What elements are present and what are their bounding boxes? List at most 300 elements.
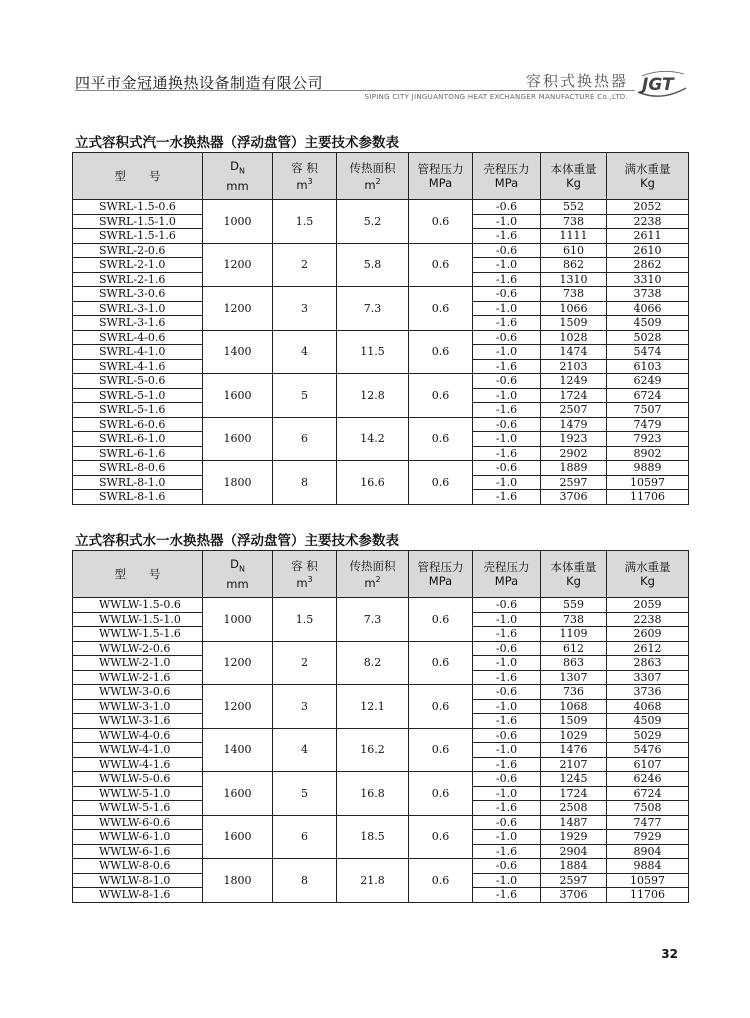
full-weight-cell: 2238	[607, 214, 689, 229]
model-cell: SWRL-3-0.6	[73, 287, 203, 302]
table-row	[73, 772, 689, 787]
model-cell: WWLW-5-0.6	[73, 772, 203, 787]
col-body-weight-label: 本体重量	[550, 162, 597, 176]
full-weight-cell: 2610	[607, 243, 689, 258]
shell-pressure-cell: -1.0	[473, 345, 541, 360]
shell-pressure-cell: -1.0	[473, 873, 541, 888]
volume-cell: 8	[273, 461, 337, 505]
full-weight-cell: 6103	[607, 359, 689, 374]
col-area-unit: m	[364, 177, 376, 192]
full-weight-cell: 2609	[607, 627, 689, 642]
body-weight-cell: 1066	[541, 301, 607, 316]
full-weight-cell: 2059	[607, 598, 689, 613]
area-cell: 11.5	[337, 330, 409, 374]
model-cell: SWRL-4-0.6	[73, 330, 203, 345]
full-weight-cell: 2238	[607, 612, 689, 627]
model-cell: SWRL-5-1.0	[73, 388, 203, 403]
shell-pressure-cell: -0.6	[473, 461, 541, 476]
shell-pressure-cell: -1.6	[473, 670, 541, 685]
volume-cell: 1.5	[273, 598, 337, 642]
full-weight-cell: 7479	[607, 417, 689, 432]
shell-pressure-cell: -0.6	[473, 728, 541, 743]
table-row	[73, 859, 689, 874]
model-cell: SWRL-1.5-0.6	[73, 200, 203, 215]
company-logo	[632, 68, 690, 100]
dn-cell: 1000	[203, 200, 273, 244]
body-weight-cell: 1923	[541, 432, 607, 447]
area-cell: 16.2	[337, 728, 409, 772]
body-weight-cell: 1245	[541, 772, 607, 787]
model-cell: SWRL-6-1.0	[73, 432, 203, 447]
table-row	[73, 243, 689, 258]
shell-pressure-cell: -0.6	[473, 772, 541, 787]
body-weight-cell: 1029	[541, 728, 607, 743]
col-tube-pressure-label: 管程压力	[417, 162, 464, 176]
body-weight-cell: 1724	[541, 388, 607, 403]
table1	[72, 152, 689, 505]
dn-cell: 1600	[203, 815, 273, 859]
model-cell: SWRL-2-1.0	[73, 258, 203, 273]
shell-pressure-cell: -0.6	[473, 417, 541, 432]
model-cell: WWLW-2-0.6	[73, 641, 203, 656]
full-weight-cell: 8902	[607, 446, 689, 461]
body-weight-cell: 1474	[541, 345, 607, 360]
shell-pressure-cell: -0.6	[473, 200, 541, 215]
body-weight-cell: 1509	[541, 316, 607, 331]
full-weight-cell: 7507	[607, 403, 689, 418]
body-weight-cell: 1028	[541, 330, 607, 345]
table-row	[73, 461, 689, 476]
area-cell: 14.2	[337, 417, 409, 461]
table-row	[73, 641, 689, 656]
full-weight-cell: 11706	[607, 490, 689, 505]
full-weight-cell: 4509	[607, 714, 689, 729]
volume-cell: 6	[273, 417, 337, 461]
dn-cell: 1200	[203, 243, 273, 287]
body-weight-cell: 610	[541, 243, 607, 258]
body-weight-cell: 612	[541, 641, 607, 656]
col-shell-pressure	[473, 551, 541, 598]
col-body-weight-label: 本体重量	[550, 560, 597, 574]
tube-pressure-cell: 0.6	[409, 859, 473, 903]
model-cell: WWLW-8-1.0	[73, 873, 203, 888]
volume-cell: 6	[273, 815, 337, 859]
body-weight-cell: 3706	[541, 490, 607, 505]
shell-pressure-cell: -1.0	[473, 699, 541, 714]
shell-pressure-cell: -1.0	[473, 786, 541, 801]
model-cell: WWLW-4-0.6	[73, 728, 203, 743]
body-weight-cell: 2597	[541, 873, 607, 888]
tube-pressure-cell: 0.6	[409, 287, 473, 331]
area-cell: 7.3	[337, 598, 409, 642]
col-model-label: 型 号	[114, 169, 161, 183]
full-weight-cell: 7508	[607, 801, 689, 816]
table-row	[73, 598, 689, 613]
full-weight-cell: 6246	[607, 772, 689, 787]
col-area-unit: m	[364, 575, 376, 590]
company-english-name: SIPING CITY JINGUANTONG HEAT EXCHANGER MANUFACTURE Co.,LTD.	[364, 93, 628, 101]
shell-pressure-cell: -1.6	[473, 757, 541, 772]
col-shell-pressure	[473, 153, 541, 200]
full-weight-cell: 6724	[607, 786, 689, 801]
shell-pressure-cell: -1.0	[473, 258, 541, 273]
full-weight-cell: 2862	[607, 258, 689, 273]
page-header	[75, 66, 690, 106]
col-volume-unit: m	[296, 177, 308, 192]
product-category: 容积式换热器	[525, 72, 628, 90]
col-shell-pressure-unit: MPa	[494, 176, 519, 190]
col-full-weight-label: 满水重量	[624, 560, 671, 574]
model-cell: WWLW-1.5-1.6	[73, 627, 203, 642]
col-volume-unit: m	[296, 575, 308, 590]
shell-pressure-cell: -0.6	[473, 374, 541, 389]
full-weight-cell: 3307	[607, 670, 689, 685]
full-weight-cell: 7929	[607, 830, 689, 845]
full-weight-cell: 2052	[607, 200, 689, 215]
body-weight-cell: 1068	[541, 699, 607, 714]
tube-pressure-cell: 0.6	[409, 374, 473, 418]
tube-pressure-cell: 0.6	[409, 598, 473, 642]
model-cell: WWLW-5-1.6	[73, 801, 203, 816]
model-cell: SWRL-8-0.6	[73, 461, 203, 476]
col-area	[337, 153, 409, 200]
full-weight-cell: 9889	[607, 461, 689, 476]
table2	[72, 550, 689, 903]
shell-pressure-cell: -1.6	[473, 359, 541, 374]
shell-pressure-cell: -1.6	[473, 229, 541, 244]
body-weight-cell: 1249	[541, 374, 607, 389]
table-row	[73, 374, 689, 389]
col-volume	[273, 153, 337, 200]
logo-text: JGT	[642, 75, 674, 95]
shell-pressure-cell: -1.6	[473, 272, 541, 287]
model-cell: WWLW-1.5-0.6	[73, 598, 203, 613]
full-weight-cell: 7477	[607, 815, 689, 830]
model-cell: SWRL-1.5-1.0	[73, 214, 203, 229]
body-weight-cell: 738	[541, 287, 607, 302]
tube-pressure-cell: 0.6	[409, 243, 473, 287]
col-tube-pressure	[409, 551, 473, 598]
col-area-label: 传热面积	[349, 558, 396, 573]
volume-cell: 5	[273, 772, 337, 816]
dn-cell: 1600	[203, 772, 273, 816]
shell-pressure-cell: -1.6	[473, 446, 541, 461]
shell-pressure-cell: -0.6	[473, 641, 541, 656]
table-row	[73, 815, 689, 830]
col-dn-unit: mm	[226, 178, 249, 193]
body-weight-cell: 2902	[541, 446, 607, 461]
col-model-label: 型 号	[114, 567, 161, 581]
col-shell-pressure-label: 壳程压力	[483, 560, 530, 574]
model-cell: WWLW-8-1.6	[73, 888, 203, 903]
full-weight-cell: 5028	[607, 330, 689, 345]
col-area	[337, 551, 409, 598]
volume-cell: 8	[273, 859, 337, 903]
full-weight-cell: 2611	[607, 229, 689, 244]
body-weight-cell: 862	[541, 258, 607, 273]
full-weight-cell: 8904	[607, 844, 689, 859]
volume-cell: 4	[273, 330, 337, 374]
full-weight-cell: 11706	[607, 888, 689, 903]
col-shell-pressure-label: 壳程压力	[483, 162, 530, 176]
col-body-weight	[541, 551, 607, 598]
col-area-sup: 2	[375, 574, 381, 584]
full-weight-cell: 6107	[607, 757, 689, 772]
model-cell: WWLW-1.5-1.0	[73, 612, 203, 627]
model-cell: WWLW-2-1.6	[73, 670, 203, 685]
body-weight-cell: 2107	[541, 757, 607, 772]
body-weight-cell: 552	[541, 200, 607, 215]
volume-cell: 1.5	[273, 200, 337, 244]
shell-pressure-cell: -1.6	[473, 490, 541, 505]
area-cell: 5.2	[337, 200, 409, 244]
model-cell: SWRL-3-1.6	[73, 316, 203, 331]
body-weight-cell: 2103	[541, 359, 607, 374]
shell-pressure-cell: -0.6	[473, 243, 541, 258]
model-cell: WWLW-4-1.6	[73, 757, 203, 772]
shell-pressure-cell: -1.6	[473, 844, 541, 859]
model-cell: SWRL-5-0.6	[73, 374, 203, 389]
table1-title: 立式容积式汽一水换热器（浮动盘管）主要技术参数表	[75, 135, 399, 151]
company-name: 四平市金冠通换热设备制造有限公司	[75, 74, 324, 92]
body-weight-cell: 3706	[541, 888, 607, 903]
full-weight-cell: 2612	[607, 641, 689, 656]
body-weight-cell: 1487	[541, 815, 607, 830]
body-weight-cell: 1476	[541, 743, 607, 758]
shell-pressure-cell: -1.6	[473, 403, 541, 418]
model-cell: SWRL-5-1.6	[73, 403, 203, 418]
shell-pressure-cell: -0.6	[473, 287, 541, 302]
tube-pressure-cell: 0.6	[409, 641, 473, 685]
area-cell: 5.8	[337, 243, 409, 287]
body-weight-cell: 1884	[541, 859, 607, 874]
volume-cell: 5	[273, 374, 337, 418]
col-body-weight-unit: Kg	[566, 574, 581, 588]
tube-pressure-cell: 0.6	[409, 815, 473, 859]
full-weight-cell: 6249	[607, 374, 689, 389]
model-cell: WWLW-6-0.6	[73, 815, 203, 830]
shell-pressure-cell: -1.0	[473, 612, 541, 627]
body-weight-cell: 736	[541, 685, 607, 700]
full-weight-cell: 10597	[607, 475, 689, 490]
col-tube-pressure-unit: MPa	[428, 574, 453, 588]
col-volume	[273, 551, 337, 598]
col-volume-label: 容 积	[291, 160, 318, 175]
shell-pressure-cell: -0.6	[473, 685, 541, 700]
col-tube-pressure	[409, 153, 473, 200]
full-weight-cell: 6724	[607, 388, 689, 403]
table-row	[73, 287, 689, 302]
col-shell-pressure-unit: MPa	[494, 574, 519, 588]
dn-cell: 1200	[203, 641, 273, 685]
model-cell: SWRL-6-0.6	[73, 417, 203, 432]
tube-pressure-cell: 0.6	[409, 685, 473, 729]
area-cell: 7.3	[337, 287, 409, 331]
col-dn-unit: mm	[226, 576, 249, 591]
body-weight-cell: 1889	[541, 461, 607, 476]
col-tube-pressure-unit: MPa	[428, 176, 453, 190]
model-cell: WWLW-5-1.0	[73, 786, 203, 801]
tube-pressure-cell: 0.6	[409, 330, 473, 374]
col-body-weight-unit: Kg	[566, 176, 581, 190]
shell-pressure-cell: -1.0	[473, 214, 541, 229]
volume-cell: 2	[273, 243, 337, 287]
dn-cell: 1400	[203, 728, 273, 772]
full-weight-cell: 5029	[607, 728, 689, 743]
area-cell: 16.6	[337, 461, 409, 505]
col-full-weight-unit: Kg	[640, 574, 655, 588]
shell-pressure-cell: -1.0	[473, 301, 541, 316]
body-weight-cell: 2597	[541, 475, 607, 490]
col-tube-pressure-label: 管程压力	[417, 560, 464, 574]
area-cell: 16.8	[337, 772, 409, 816]
full-weight-cell: 3736	[607, 685, 689, 700]
area-cell: 18.5	[337, 815, 409, 859]
area-cell: 8.2	[337, 641, 409, 685]
model-cell: SWRL-6-1.6	[73, 446, 203, 461]
tube-pressure-cell: 0.6	[409, 461, 473, 505]
shell-pressure-cell: -1.6	[473, 316, 541, 331]
col-dn	[203, 551, 273, 598]
shell-pressure-cell: -1.6	[473, 627, 541, 642]
col-full-weight-label: 满水重量	[624, 162, 671, 176]
col-dn-label: D	[230, 159, 239, 174]
model-cell: SWRL-1.5-1.6	[73, 229, 203, 244]
tube-pressure-cell: 0.6	[409, 728, 473, 772]
col-volume-label: 容 积	[291, 558, 318, 573]
area-cell: 12.1	[337, 685, 409, 729]
model-cell: SWRL-4-1.6	[73, 359, 203, 374]
full-weight-cell: 5476	[607, 743, 689, 758]
full-weight-cell: 9884	[607, 859, 689, 874]
full-weight-cell: 3310	[607, 272, 689, 287]
header-row	[73, 551, 689, 598]
shell-pressure-cell: -1.0	[473, 475, 541, 490]
model-cell: WWLW-8-0.6	[73, 859, 203, 874]
volume-cell: 2	[273, 641, 337, 685]
shell-pressure-cell: -1.0	[473, 432, 541, 447]
dn-cell: 1800	[203, 859, 273, 903]
body-weight-cell: 1310	[541, 272, 607, 287]
body-weight-cell: 1929	[541, 830, 607, 845]
col-dn-label: D	[230, 557, 239, 572]
shell-pressure-cell: -1.6	[473, 714, 541, 729]
col-dn-sub: N	[238, 564, 245, 574]
col-volume-sup: 3	[307, 574, 313, 584]
model-cell: WWLW-6-1.0	[73, 830, 203, 845]
body-weight-cell: 738	[541, 214, 607, 229]
shell-pressure-cell: -0.6	[473, 859, 541, 874]
dn-cell: 1200	[203, 287, 273, 331]
table-row	[73, 685, 689, 700]
shell-pressure-cell: -1.0	[473, 656, 541, 671]
body-weight-cell: 2904	[541, 844, 607, 859]
shell-pressure-cell: -1.0	[473, 388, 541, 403]
area-cell: 21.8	[337, 859, 409, 903]
volume-cell: 4	[273, 728, 337, 772]
col-area-sup: 2	[375, 176, 381, 186]
model-cell: WWLW-3-1.6	[73, 714, 203, 729]
body-weight-cell: 1111	[541, 229, 607, 244]
table-row	[73, 330, 689, 345]
body-weight-cell: 2507	[541, 403, 607, 418]
body-weight-cell: 1307	[541, 670, 607, 685]
body-weight-cell: 559	[541, 598, 607, 613]
model-cell: WWLW-6-1.6	[73, 844, 203, 859]
shell-pressure-cell: -1.0	[473, 743, 541, 758]
dn-cell: 1600	[203, 417, 273, 461]
volume-cell: 3	[273, 685, 337, 729]
col-volume-sup: 3	[307, 176, 313, 186]
dn-cell: 1600	[203, 374, 273, 418]
dn-cell: 1400	[203, 330, 273, 374]
shell-pressure-cell: -1.0	[473, 830, 541, 845]
table-row	[73, 417, 689, 432]
full-weight-cell: 2863	[607, 656, 689, 671]
body-weight-cell: 1109	[541, 627, 607, 642]
full-weight-cell: 4066	[607, 301, 689, 316]
full-weight-cell: 7923	[607, 432, 689, 447]
body-weight-cell: 738	[541, 612, 607, 627]
model-cell: WWLW-3-0.6	[73, 685, 203, 700]
col-body-weight	[541, 153, 607, 200]
col-dn	[203, 153, 273, 200]
dn-cell: 1200	[203, 685, 273, 729]
model-cell: SWRL-2-1.6	[73, 272, 203, 287]
model-cell: SWRL-8-1.0	[73, 475, 203, 490]
col-dn-sub: N	[238, 166, 245, 176]
shell-pressure-cell: -1.6	[473, 888, 541, 903]
col-full-weight	[607, 551, 689, 598]
table-row	[73, 728, 689, 743]
col-area-label: 传热面积	[349, 160, 396, 175]
page-number: 32	[661, 947, 678, 961]
col-model	[73, 551, 203, 598]
body-weight-cell: 2508	[541, 801, 607, 816]
body-weight-cell: 1724	[541, 786, 607, 801]
model-cell: SWRL-4-1.0	[73, 345, 203, 360]
full-weight-cell: 10597	[607, 873, 689, 888]
model-cell: SWRL-2-0.6	[73, 243, 203, 258]
area-cell: 12.8	[337, 374, 409, 418]
dn-cell: 1800	[203, 461, 273, 505]
body-weight-cell: 863	[541, 656, 607, 671]
model-cell: SWRL-3-1.0	[73, 301, 203, 316]
shell-pressure-cell: -0.6	[473, 598, 541, 613]
tube-pressure-cell: 0.6	[409, 417, 473, 461]
col-full-weight	[607, 153, 689, 200]
tube-pressure-cell: 0.6	[409, 200, 473, 244]
model-cell: WWLW-3-1.0	[73, 699, 203, 714]
full-weight-cell: 4068	[607, 699, 689, 714]
col-model	[73, 153, 203, 200]
header-row	[73, 153, 689, 200]
full-weight-cell: 3738	[607, 287, 689, 302]
shell-pressure-cell: -0.6	[473, 330, 541, 345]
body-weight-cell: 1509	[541, 714, 607, 729]
volume-cell: 3	[273, 287, 337, 331]
header-divider	[75, 90, 635, 91]
full-weight-cell: 4509	[607, 316, 689, 331]
body-weight-cell: 1479	[541, 417, 607, 432]
table-row	[73, 200, 689, 215]
model-cell: WWLW-4-1.0	[73, 743, 203, 758]
shell-pressure-cell: -1.6	[473, 801, 541, 816]
shell-pressure-cell: -0.6	[473, 815, 541, 830]
col-full-weight-unit: Kg	[640, 176, 655, 190]
dn-cell: 1000	[203, 598, 273, 642]
model-cell: SWRL-8-1.6	[73, 490, 203, 505]
